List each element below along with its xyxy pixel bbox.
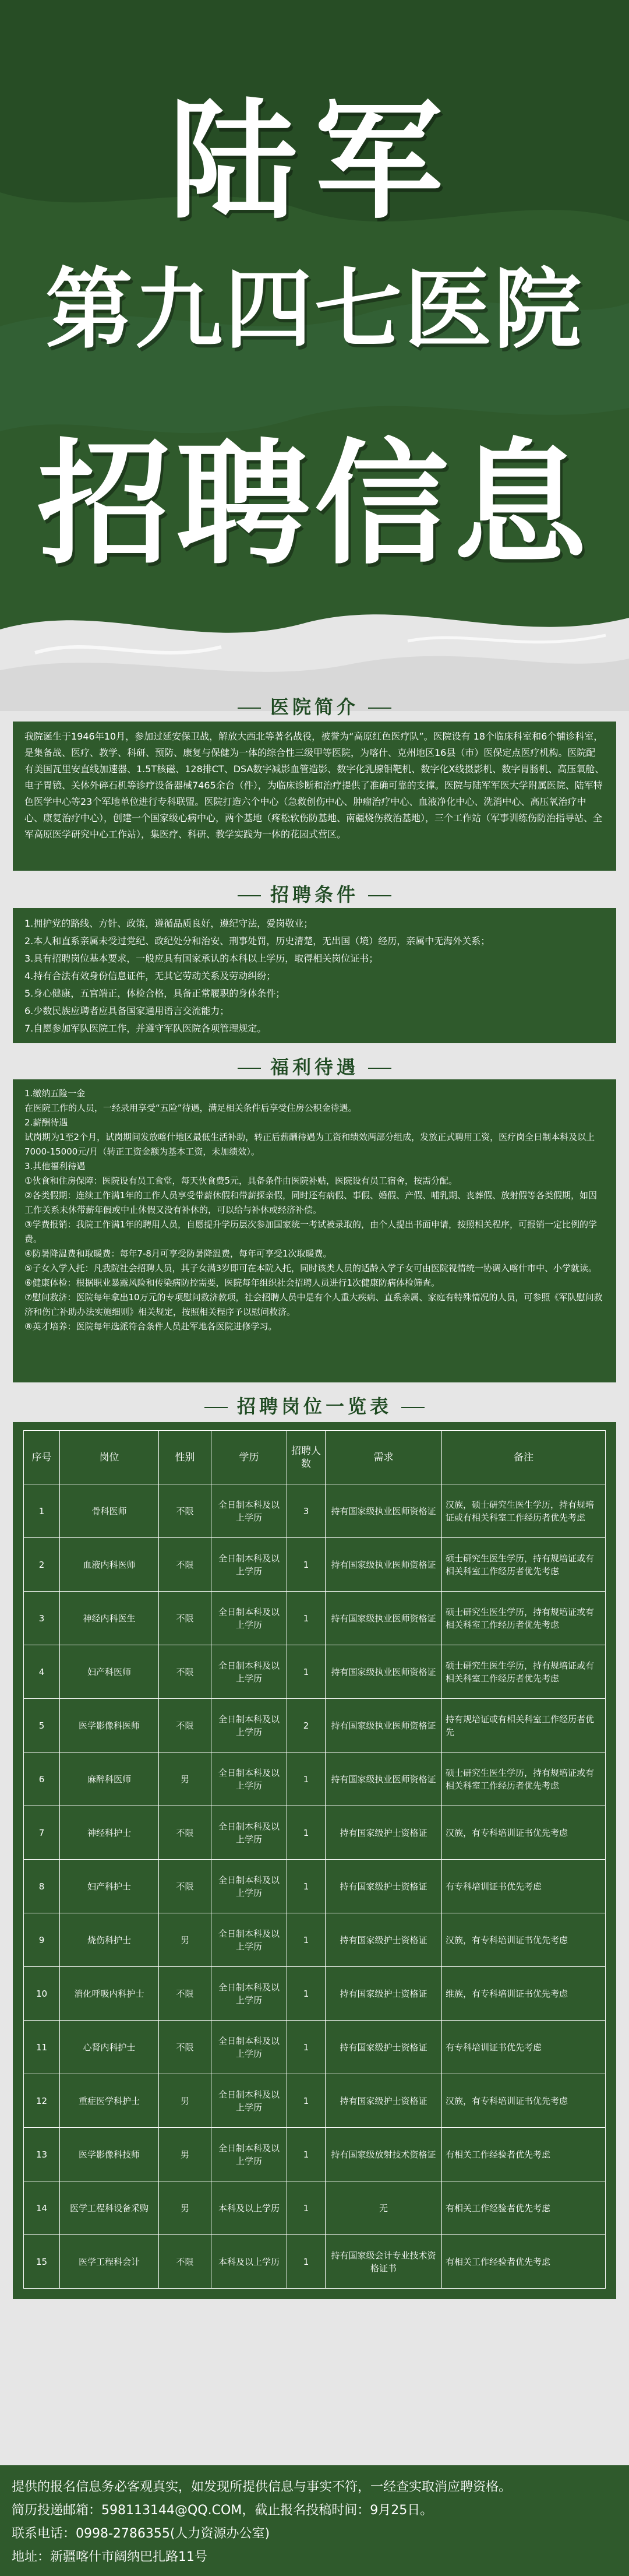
table-cell: 6 — [24, 1752, 60, 1806]
table-cell: 13 — [24, 2128, 60, 2181]
table-cell: 不限 — [159, 2021, 211, 2074]
table-cell: 持有国家级放射技术资格证 — [326, 2128, 442, 2181]
table-cell: 14 — [24, 2181, 60, 2235]
welfare-item: ③学费报销：我院工作满1年的聘用人员，自愿提升学历层次参加国家统一考试被录取的，由个人提出书面申请，按照相关程序，可报销一定比例的学费。 — [24, 1219, 597, 1244]
table-cell: 全日制本科及以上学历 — [211, 1752, 287, 1806]
hero-title-line3: 招聘信息 — [37, 425, 592, 583]
table-cell: 妇产科医师 — [60, 1645, 159, 1699]
table-cell: 全日制本科及以上学历 — [211, 1860, 287, 1913]
table-cell: 1 — [287, 1538, 326, 1592]
table-cell: 医学影像科医师 — [60, 1699, 159, 1752]
welfare-item: 2.薪酬待遇 — [24, 1117, 68, 1128]
table-cell: 2 — [287, 1699, 326, 1752]
welfare-item: ⑤子女入学入托：凡我院社会招聘人员，其子女满3岁即可在本院入托，同时该类人员的适龄入学子女可由医院视情统一协调入喀什市中、小学就读。 — [24, 1263, 597, 1273]
table-cell: 有相关工作经验者优先考虑 — [442, 2128, 606, 2181]
welfare-item: ②各类假期：连续工作满1年的工作人员享受带薪休假和带薪探亲假，同时还有病假、事假、婚假、产假、哺乳期、丧葬假、放射假等各类假期，如因工作关系未休带薪年假或中止休假又没有补休的，可以给与补休或经济补偿。 — [24, 1190, 597, 1215]
footer-phone: 联系电话：0998-2786355(人力资源办公室) — [12, 2526, 270, 2541]
table-cell: 硕士研究生医生学历，持有规培证或有相关科室工作经历者优先考虑 — [442, 1538, 606, 1592]
welfare-item: ④防暑降温费和取暖费：每年7-8月可享受防暑降温费，每年可享受1次取暖费。 — [24, 1248, 332, 1259]
table-cell: 1 — [287, 2128, 326, 2181]
table-cell: 不限 — [159, 1484, 211, 1538]
table-cell: 12 — [24, 2074, 60, 2128]
table-cell: 11 — [24, 2021, 60, 2074]
table-cell: 1 — [287, 1645, 326, 1699]
condition-item: 7.自愿参加军队医院工作，并遵守军队医院各项管理规定。 — [24, 1023, 267, 1034]
table-cell: 医学工程科会计 — [60, 2235, 159, 2289]
positions-table-panel — [13, 1422, 616, 2299]
table-cell: 10 — [24, 1967, 60, 2021]
conditions-panel — [13, 908, 616, 1043]
table-cell: 骨科医师 — [60, 1484, 159, 1538]
table-cell: 不限 — [159, 1806, 211, 1860]
table-cell: 持有国家级护士资格证 — [326, 2021, 442, 2074]
section-title-positions: 招聘岗位一览表 — [0, 1392, 629, 1419]
table-row — [24, 1752, 606, 1806]
header-cell: 需求 — [326, 1431, 442, 1484]
table-cell: 15 — [24, 2235, 60, 2289]
table-cell: 全日制本科及以上学历 — [211, 2128, 287, 2181]
welfare-item: ①伙食和住房保障：医院设有员工食堂，每天伙食费5元，具备条件由医院补贴，医院设有员工宿舍，按需分配。 — [24, 1176, 457, 1186]
intro-text: 我院诞生于1946年10月，参加过延安保卫战，解放大西北等著名战役，被誉为“高原红色医疗队”。医院设有 18个临床科室和6个辅诊科室，是集备战、医疗、教学、科研、预防、康复与保健为一体的综合性三级甲等医院，为喀什、克州地区16县（市）医保定点医疗机构。医院配有美国瓦里安直线加速器、1.5T核磁、128排CT、DSA数字减影血管造影、数字化乳腺钼靶机、数字化X线摄影机、数字胃肠机、高压氧舱、电子胃镜、关体外碎石机等诊疗设备器械7465余台（件），为临床诊断和治疗提供了准确可靠的支撑。医院与陆军军医大学附属医院、陆军特色医学中心等23个军地单位进行专科联盟。医院打造六个中心（急救创伤中心、肿瘤治疗中心、血液净化中心、洗消中心、高压氧治疗中心、康复治疗中心），创建一个国家级心病中心，两个基地（疼松软伤防基地、南疆烧伤救治基地），三个工作站（军事训练伤防治指导站、全军高原医学研究中心工作站），集医疗、科研、教学实践为一体的花园式营区。 — [24, 731, 605, 840]
table-cell: 重症医学科护士 — [60, 2074, 159, 2128]
footer-notice: 提供的报名信息务必客观真实，如发现所提供信息与事实不符，一经查实取消应聘资格。 — [12, 2480, 512, 2494]
table-row — [24, 1592, 606, 1645]
header-cell: 招聘人数 — [287, 1431, 326, 1484]
hero-title-line2: 第九四七医院 — [45, 258, 584, 361]
table-header-row — [24, 1431, 606, 1484]
table-cell: 1 — [287, 1752, 326, 1806]
table-cell: 全日制本科及以上学历 — [211, 1699, 287, 1752]
table-cell: 汉族，有专科培训证书优先考虑 — [442, 2074, 606, 2128]
welfare-panel — [13, 1079, 616, 1382]
table-row — [24, 1913, 606, 1967]
hero-banner — [0, 0, 629, 711]
table-cell: 男 — [159, 2181, 211, 2235]
header-cell: 岗位 — [60, 1431, 159, 1484]
table-cell: 全日制本科及以上学历 — [211, 1967, 287, 2021]
table-cell: 硕士研究生医生学历，持有规培证或有相关科室工作经历者优先考虑 — [442, 1645, 606, 1699]
table-cell: 全日制本科及以上学历 — [211, 1806, 287, 1860]
welfare-item: ⑥健康体检：根据职业暴露风险和传染病防控需要，医院每年组织社会招聘人员进行1次健康防病体检筛查。 — [24, 1278, 440, 1288]
table-cell: 4 — [24, 1645, 60, 1699]
table-row — [24, 1967, 606, 2021]
welfare-item: 在医院工作的人员，一经录用享受“五险”待遇，满足相关条件后享受住房公积金待遇。 — [24, 1103, 357, 1113]
table-row — [24, 2021, 606, 2074]
condition-item: 2.本人和直系亲属未受过党纪、政纪处分和治安、刑事处罚，历史清楚，无出国（境）经历，亲属中无海外关系； — [24, 935, 490, 946]
table-cell: 1 — [287, 2021, 326, 2074]
table-row — [24, 1806, 606, 1860]
table-cell: 全日制本科及以上学历 — [211, 1592, 287, 1645]
footer-address: 地址：新疆喀什市阔纳巴扎路11号 — [12, 2550, 207, 2564]
table-cell: 硕士研究生医生学历，持有规培证或有相关科室工作经历者优先考虑 — [442, 1592, 606, 1645]
header-cell: 序号 — [24, 1431, 60, 1484]
section-title-intro: 医院简介 — [0, 692, 629, 719]
table-cell: 男 — [159, 2074, 211, 2128]
header-cell: 性别 — [159, 1431, 211, 1484]
section-title-conditions: 招聘条件 — [0, 880, 629, 907]
table-cell: 有专科培训证书优先考虑 — [442, 1860, 606, 1913]
table-cell: 血液内科医师 — [60, 1538, 159, 1592]
table-cell: 维族，有专科培训证书优先考虑 — [442, 1967, 606, 2021]
table-body — [24, 1484, 606, 2289]
table-cell: 持有国家级执业医师资格证 — [326, 1752, 442, 1806]
table-cell: 全日制本科及以上学历 — [211, 1484, 287, 1538]
table-cell: 持有国家级会计专业技术资格证书 — [326, 2235, 442, 2289]
welfare-item: ⑧英才培养：医院每年选派符合条件人员赴军地各医院进修学习。 — [24, 1321, 277, 1332]
table-cell: 9 — [24, 1913, 60, 1967]
table-cell: 不限 — [159, 1592, 211, 1645]
table-cell: 不限 — [159, 1699, 211, 1752]
table-row — [24, 1860, 606, 1913]
table-cell: 汉族，有专科培训证书优先考虑 — [442, 1913, 606, 1967]
table-cell: 神经科护士 — [60, 1806, 159, 1860]
condition-item: 3.具有招聘岗位基本要求，一般应具有国家承认的本科以上学历，取得相关岗位证书； — [24, 953, 379, 964]
table-cell: 1 — [287, 1592, 326, 1645]
positions-table — [23, 1430, 606, 2289]
table-cell: 妇产科护士 — [60, 1860, 159, 1913]
table-cell: 1 — [287, 1913, 326, 1967]
table-cell: 不限 — [159, 1645, 211, 1699]
table-cell: 全日制本科及以上学历 — [211, 2021, 287, 2074]
table-cell: 持有规培证或有相关科室工作经历者优先 — [442, 1699, 606, 1752]
table-row — [24, 1538, 606, 1592]
section-title-welfare: 福利待遇 — [0, 1053, 629, 1079]
table-cell: 2 — [24, 1538, 60, 1592]
welfare-item: 1.缴纳五险一金 — [24, 1088, 86, 1099]
table-cell: 硕士研究生医生学历，持有规培证或有相关科室工作经历者优先考虑 — [442, 1752, 606, 1806]
table-cell: 1 — [287, 2074, 326, 2128]
table-cell: 汉族，有专科培训证书优先考虑 — [442, 1806, 606, 1860]
table-cell: 1 — [287, 1860, 326, 1913]
table-cell: 男 — [159, 1913, 211, 1967]
table-cell: 1 — [287, 1806, 326, 1860]
intro-panel — [13, 722, 616, 871]
table-cell: 持有国家级执业医师资格证 — [326, 1645, 442, 1699]
table-cell: 消化呼吸内科护士 — [60, 1967, 159, 2021]
table-row — [24, 1699, 606, 1752]
table-cell: 持有国家级护士资格证 — [326, 1913, 442, 1967]
table-row — [24, 1645, 606, 1699]
table-cell: 持有国家级执业医师资格证 — [326, 1538, 442, 1592]
welfare-item: ⑦慰问救济：医院每年拿出10万元的专项慰问救济款项，社会招聘人员中是有个人重大疾病、直系亲属、家庭有特殊情况的人员，可参照《军队慰问救济和伤亡补助办法实施细则》相关规定，按照相关程序予以慰问救济。 — [24, 1292, 603, 1317]
table-cell: 医学影像科技师 — [60, 2128, 159, 2181]
table-cell: 全日制本科及以上学历 — [211, 1913, 287, 1967]
table-cell: 持有国家级执业医师资格证 — [326, 1592, 442, 1645]
table-cell: 无 — [326, 2181, 442, 2235]
table-cell: 1 — [287, 2235, 326, 2289]
table-cell: 汉族，硕士研究生医生学历，持有规培证或有相关科室工作经历者优先考虑 — [442, 1484, 606, 1538]
condition-item: 4.持有合法有效身份信息证件，无其它劳动关系及劳动纠纷； — [24, 970, 276, 981]
table-cell: 5 — [24, 1699, 60, 1752]
table-cell: 本科及以上学历 — [211, 2235, 287, 2289]
table-cell: 麻醉科医师 — [60, 1752, 159, 1806]
header-cell: 备注 — [442, 1431, 606, 1484]
welfare-item: 试岗期为1至2个月，试岗期间发放喀什地区最低生活补助，转正后薪酬待遇为工资和绩效两部分组成，发放正式聘用工资，医疗岗全日制本科及以上7000-15000元/月（转正工资金额为基本工资，未加绩效）。 — [24, 1132, 595, 1157]
condition-item: 5.身心健康，五官端正，体检合格，具备正常履职的身体条件； — [24, 988, 285, 999]
table-cell: 不限 — [159, 1967, 211, 2021]
table-cell: 持有国家级执业医师资格证 — [326, 1699, 442, 1752]
table-cell: 持有国家级执业医师资格证 — [326, 1484, 442, 1538]
table-cell: 7 — [24, 1806, 60, 1860]
table-cell: 神经内科医生 — [60, 1592, 159, 1645]
header-cell: 学历 — [211, 1431, 287, 1484]
table-row — [24, 2181, 606, 2235]
table-row — [24, 1484, 606, 1538]
table-row — [24, 2235, 606, 2289]
table-cell: 不限 — [159, 1538, 211, 1592]
table-cell: 全日制本科及以上学历 — [211, 2074, 287, 2128]
table-cell: 不限 — [159, 2235, 211, 2289]
table-cell: 本科及以上学历 — [211, 2181, 287, 2235]
table-cell: 烧伤科护士 — [60, 1913, 159, 1967]
table-cell: 男 — [159, 2128, 211, 2181]
table-cell: 持有国家级护士资格证 — [326, 2074, 442, 2128]
condition-item: 6.少数民族应聘者应具备国家通用语言交流能力； — [24, 1005, 229, 1016]
table-row — [24, 2074, 606, 2128]
footer-email: 简历投递邮箱：598113144@QQ.COM，截止报名投稿时间：9月25日。 — [12, 2503, 433, 2518]
table-cell: 有相关工作经验者优先考虑 — [442, 2235, 606, 2289]
table-row — [24, 2128, 606, 2181]
table-cell: 持有国家级护士资格证 — [326, 1967, 442, 2021]
table-cell: 不限 — [159, 1860, 211, 1913]
welfare-item: 3.其他福利待遇 — [24, 1161, 86, 1171]
table-cell: 全日制本科及以上学历 — [211, 1645, 287, 1699]
table-cell: 医学工程科设备采购 — [60, 2181, 159, 2235]
table-cell: 1 — [287, 1967, 326, 2021]
footer — [0, 2465, 629, 2576]
table-cell: 有相关工作经验者优先考虑 — [442, 2181, 606, 2235]
table-cell: 全日制本科及以上学历 — [211, 1538, 287, 1592]
table-cell: 3 — [24, 1592, 60, 1645]
table-cell: 1 — [287, 2181, 326, 2235]
hero-title-line1: 陆军 — [168, 85, 460, 236]
table-cell: 1 — [24, 1484, 60, 1538]
condition-item: 1.拥护党的路线、方针、政策，遵循品质良好，遵纪守法，爱岗敬业； — [24, 918, 313, 929]
table-cell: 男 — [159, 1752, 211, 1806]
table-cell: 8 — [24, 1860, 60, 1913]
table-cell: 持有国家级护士资格证 — [326, 1806, 442, 1860]
table-cell: 持有国家级护士资格证 — [326, 1860, 442, 1913]
table-cell: 3 — [287, 1484, 326, 1538]
table-cell: 心肾内科护士 — [60, 2021, 159, 2074]
table-cell: 有专科培训证书优先考虑 — [442, 2021, 606, 2074]
